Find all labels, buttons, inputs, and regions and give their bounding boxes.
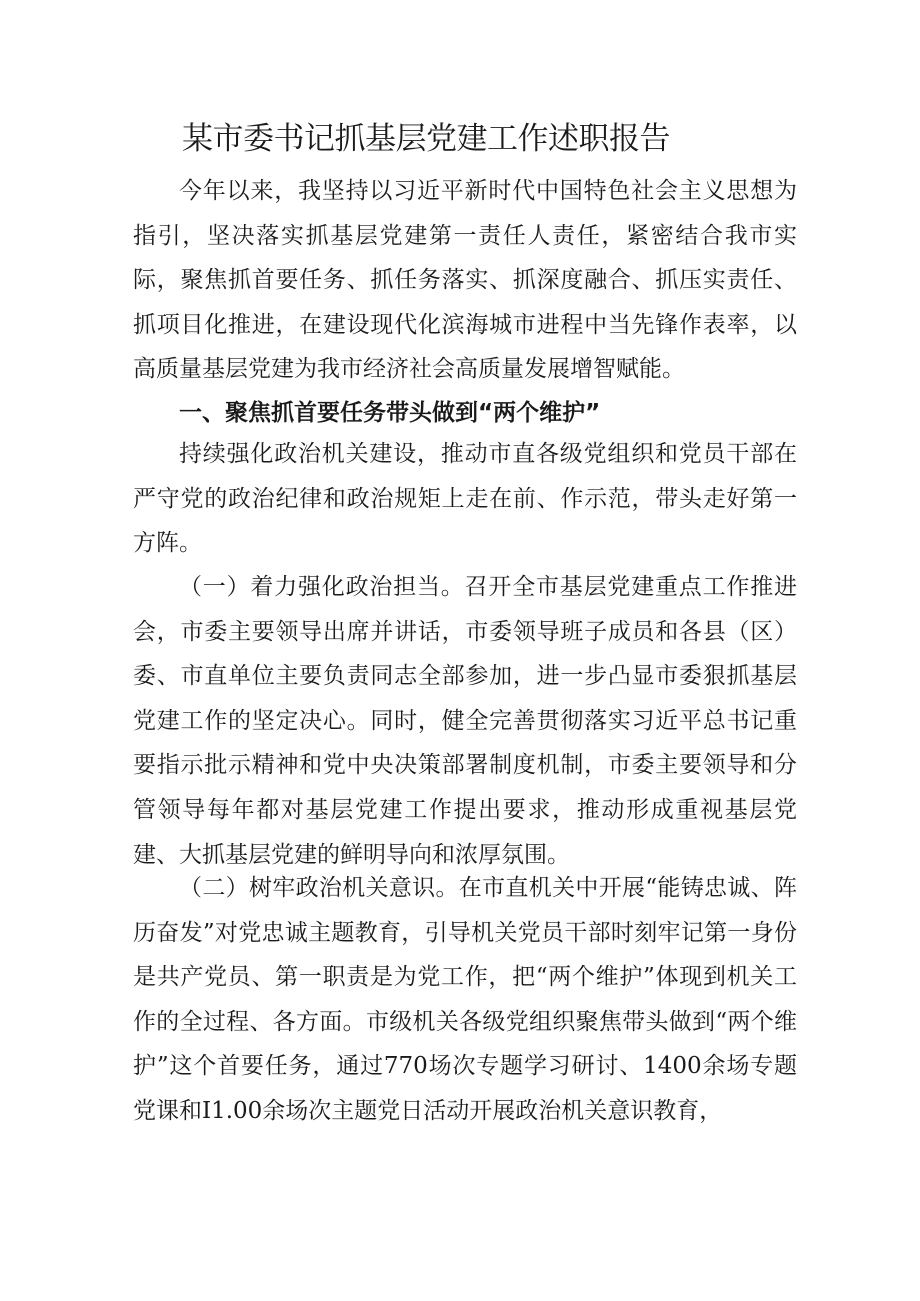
intro-paragraph: 今年以来，我坚持以习近平新时代中国特色社会主义思想为指引，坚决落实抓基层党建第一责任人责任，紧密结合我市实际，聚焦抓首要任务、抓任务落实、抓深度融合、抓压实责任、抓项目化推进，在建设现代化滨海城市进程中当先锋作表率，以高质量基层党建为我市经济社会高质量发展增智赋能。 xyxy=(133,178,797,383)
subsection-paragraph-2: （二）树牢政治机关意识。在市直机关中开展“能铸忠诚、阵历奋发”对党忠诚主题教育，引导机关党员干部时刻牢记第一身份是共产党员、第一职责是为党工作，把“两个维护”体现到机关工作的全过程、各方面。市级机关各级党组织聚焦带头做到“两个维护”这个首要任务，通过770场次专题学习研讨、1400余场专题党课和I1.00余场次主题党日活动开展政治机关意识教育， xyxy=(133,875,797,1124)
document-title: 某市委书记抓基层党建工作述职报告 xyxy=(182,121,670,157)
subsection-paragraph-1: （一）着力强化政治担当。召开全市基层党建重点工作推进会，市委主要领导出席并讲话，市委领导班子成员和各县（区）委、市直单位主要负责同志全部参加，进一步凸显市委狠抓基层党建工作的坚定决心。同时，健全完善贯彻落实习近平总书记重要指示批示精神和党中央决策部署制度机制，市委主要领导和分管领导每年都对基层党建工作提出要求，推动形成重视基层党建、大抓基层党建的鲜明导向和浓厚氛围。 xyxy=(133,574,797,868)
section-heading: 一、聚焦抓首要任务带头做到“两个维护” xyxy=(179,400,601,426)
section-intro-paragraph: 持续强化政治机关建设，推动市直各级党组织和党员干部在严守党的政治纪律和政治规矩上走在前、作示范，带头走好第一方阵。 xyxy=(133,441,797,557)
